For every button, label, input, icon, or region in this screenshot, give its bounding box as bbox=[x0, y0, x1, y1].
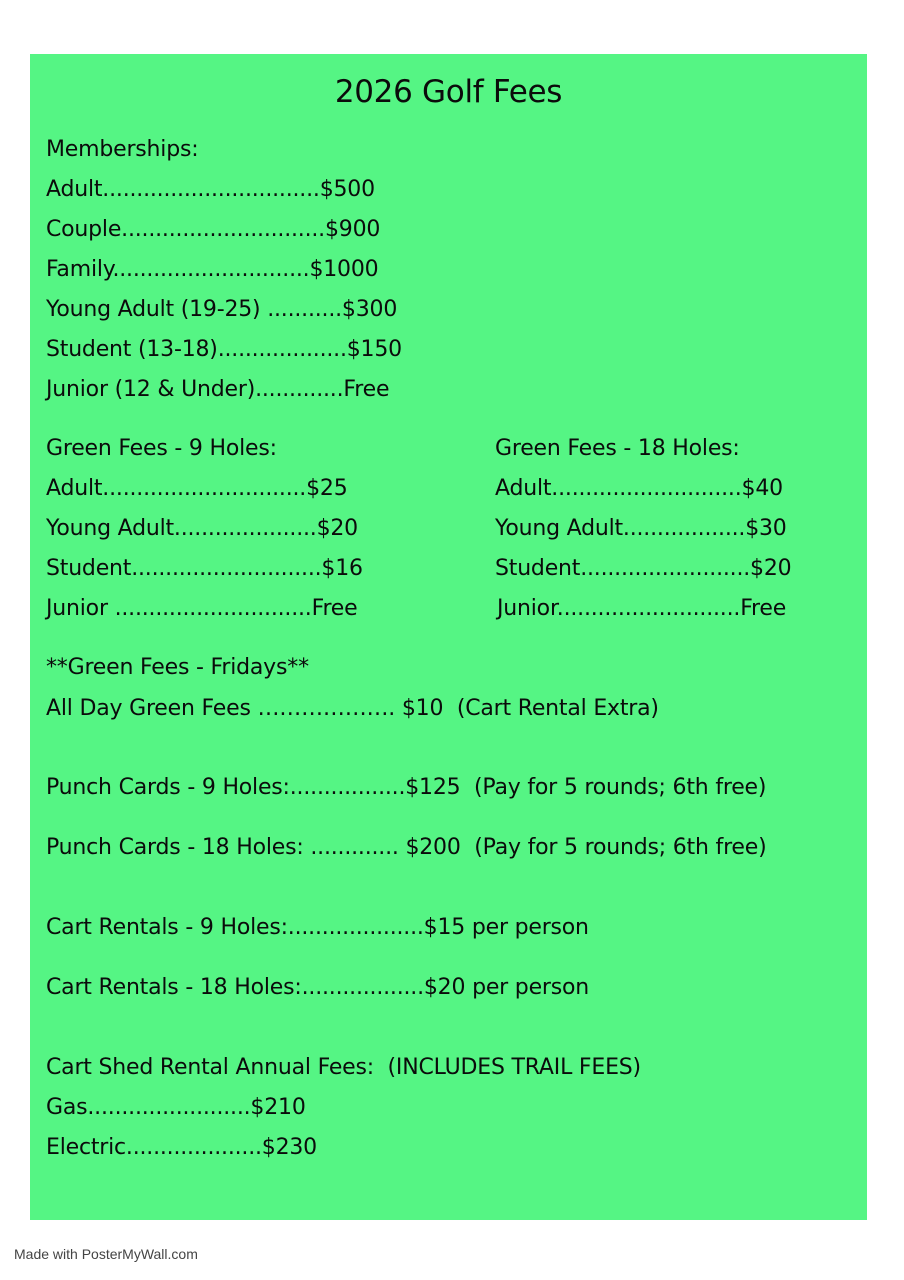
memberships-heading: Memberships: bbox=[46, 137, 199, 162]
punch-card-9-holes: Punch Cards - 9 Holes:.................$125 (Pay for 5 rounds; 6th free) bbox=[46, 775, 767, 800]
green-fees-9-junior: Junior .............................Free bbox=[46, 596, 358, 621]
cart-shed-electric: Electric....................$230 bbox=[46, 1135, 317, 1160]
membership-student: Student (13-18)...................$150 bbox=[46, 337, 402, 362]
poster-title: 2026 Golf Fees bbox=[334, 74, 563, 110]
green-fees-9-young-adult: Young Adult.....................$20 bbox=[46, 516, 358, 541]
membership-adult: Adult................................$500 bbox=[46, 177, 375, 202]
made-with-credit: Made with PosterMyWall.com bbox=[14, 1246, 198, 1262]
green-fees-18-adult: Adult............................$40 bbox=[495, 476, 783, 501]
fee-poster bbox=[30, 54, 867, 1220]
green-fees-18-junior: Junior...........................Free bbox=[497, 596, 787, 621]
green-fees-18-heading: Green Fees - 18 Holes: bbox=[495, 436, 740, 461]
fridays-heading: **Green Fees - Fridays** bbox=[46, 655, 309, 680]
cart-rental-18-holes: Cart Rentals - 18 Holes:..................$20 per person bbox=[46, 975, 590, 1000]
green-fees-9-adult: Adult..............................$25 bbox=[46, 476, 348, 501]
green-fees-9-student: Student............................$16 bbox=[46, 556, 363, 581]
membership-family: Family.............................$1000 bbox=[46, 257, 379, 282]
punch-card-18-holes: Punch Cards - 18 Holes: ............. $200 (Pay for 5 rounds; 6th free) bbox=[46, 835, 767, 860]
green-fees-18-student: Student.........................$20 bbox=[495, 556, 792, 581]
cart-rental-9-holes: Cart Rentals - 9 Holes:....................$15 per person bbox=[46, 915, 589, 940]
fridays-all-day-fee: All Day Green Fees ………………. $10 (Cart Rental Extra) bbox=[46, 696, 659, 721]
membership-couple: Couple..............................$900 bbox=[46, 217, 381, 242]
cart-shed-heading: Cart Shed Rental Annual Fees: (INCLUDES TRAIL FEES) bbox=[46, 1055, 641, 1080]
membership-young-adult: Young Adult (19-25) ...........$300 bbox=[46, 297, 398, 322]
green-fees-9-heading: Green Fees - 9 Holes: bbox=[46, 436, 277, 461]
green-fees-18-young-adult: Young Adult..................$30 bbox=[495, 516, 787, 541]
cart-shed-gas: Gas........................$210 bbox=[46, 1095, 306, 1120]
membership-junior: Junior (12 & Under).............Free bbox=[46, 377, 390, 402]
